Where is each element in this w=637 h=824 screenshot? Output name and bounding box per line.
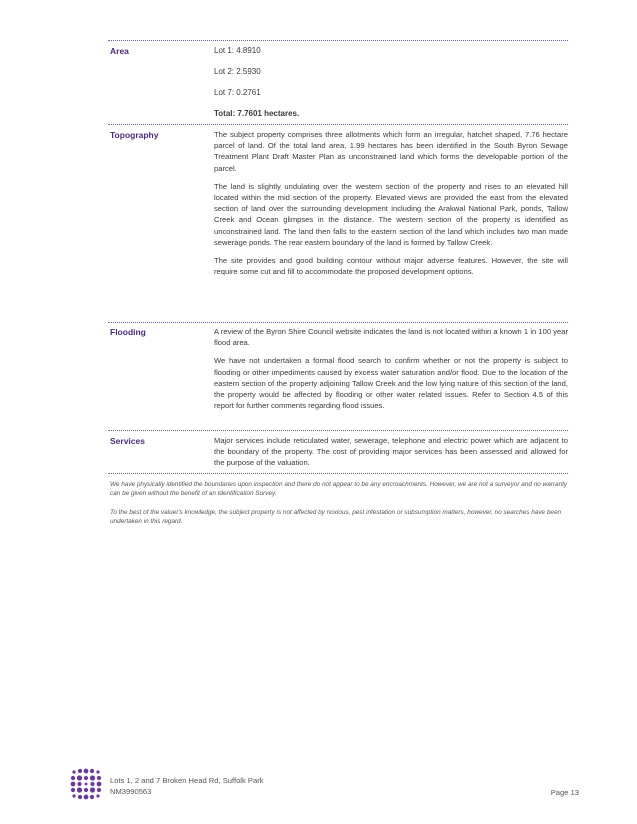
- total-area: Total: 7.7601 hectares.: [214, 109, 300, 118]
- row-separator: [108, 430, 568, 431]
- topography-paragraph: The land is slightly undulating over the western section of the property and rises to an elevated hill located within the mid section of the property. Elevated views are provided the east from the elevated section of land over the surrounding development including the Arakwal National Park, ponds, Tallow Creek and Ocean glimpses in the distance. The western section of the property is identified as unconstrained land. The land then falls to the eastern section of the land which includes two man made sewerage ponds. The rear eastern boundary of the land is formed by Tallow Creek.: [214, 181, 568, 247]
- valuer-note: To the best of the valuer's knowledge, the subject property is not affected by noxious, pest infestation or subsumption matters, however, no searches have been undertaken in this regard.: [110, 509, 562, 525]
- lot-2-area: Lot 2: 2.5930: [214, 67, 261, 76]
- footer-address: Lots 1, 2 and 7 Broken Head Rd, Suffolk Park: [110, 776, 264, 785]
- area-label: Area: [110, 46, 129, 56]
- topography-paragraph: The site provides and good building contour without major adverse features. However, the site will require some cut and fill to accommodate the proposed development options.: [214, 256, 568, 277]
- flooding-label: Flooding: [110, 327, 146, 337]
- topography-paragraph: The subject property comprises three allotments which form an irregular, hatchet shaped, 7.76 hectare parcel of land. Of the total land area, 1.99 hectares has been identified in the South Byron Sewage Treatment Plant Draft Master Plan as unconstrained land which forms the developable portion of the parcel.: [214, 130, 568, 173]
- row-separator: [108, 124, 568, 125]
- flooding-content: [214, 326, 568, 418]
- lot-1-area: Lot 1: 4.8910: [214, 46, 261, 55]
- company-logo-icon: [70, 768, 102, 800]
- flooding-paragraph: We have not undertaken a formal flood search to confirm whether or not the property is subject to flooding or other impediments caused by excess water saturation and/or flood. Due to the location of the eastern section of the property adjoining Tallow Creek and the low lying nature of this section of the land, the property would be affected by flooding or other water related issues. Refer to Section 4.5 of this report for further comments regarding flood issues.: [214, 356, 568, 411]
- footer-reference: NM3990563: [110, 787, 152, 796]
- services-label: Services: [110, 436, 145, 446]
- page-number: Page 13: [550, 788, 579, 797]
- lot-7-area: Lot 7: 0.2761: [214, 88, 261, 97]
- topography-content: [214, 129, 568, 284]
- boundary-note: We have physically identified the boundaries upon inspection and there do not appear to be any encroachments. However, we are not a surveyor and no warranty can be given without the benefit of an Identification Survey.: [110, 481, 568, 497]
- flooding-paragraph: A review of the Byron Shire Council website indicates the land is not located within a known 1 in 100 year flood area.: [214, 327, 568, 348]
- services-paragraph: Major services include reticulated water, sewerage, telephone and electric power which are adjacent to the boundary of the property. The cost of providing major services has been assessed and allowed for the purpose of the valuation.: [214, 436, 568, 468]
- services-content: [214, 435, 568, 476]
- row-separator: [108, 40, 568, 41]
- row-separator: [108, 473, 568, 474]
- topography-label: Topography: [110, 130, 159, 140]
- row-separator: [108, 322, 568, 323]
